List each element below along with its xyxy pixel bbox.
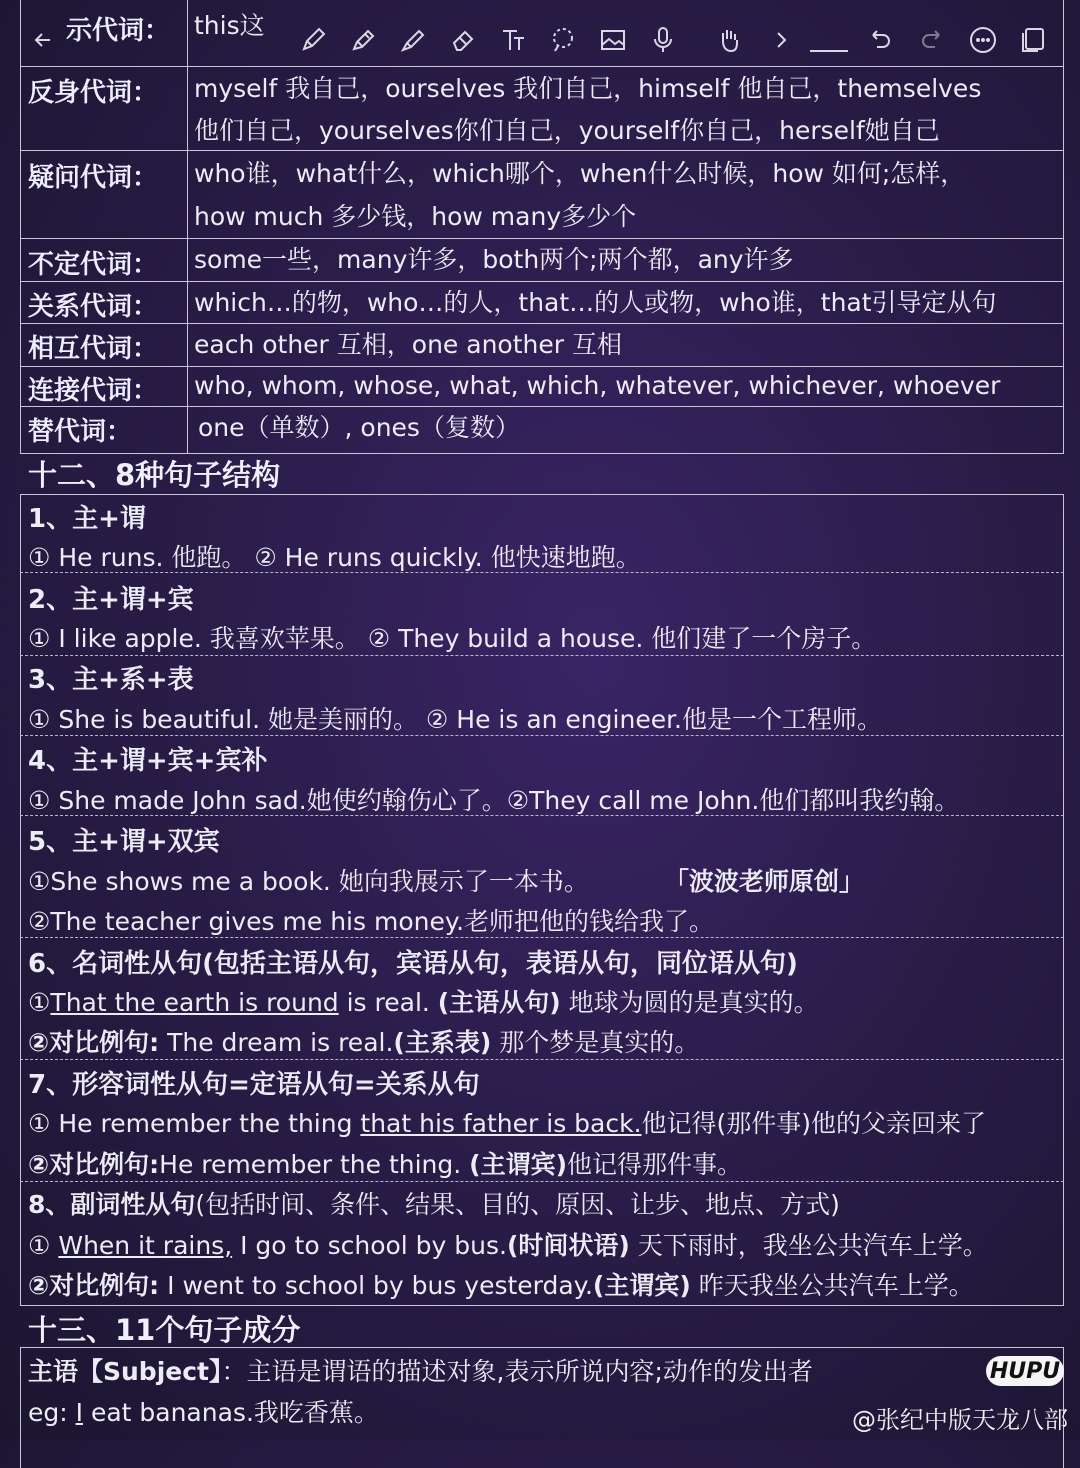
structure-example: ②对比例句: The dream is real.(主系表) 那个梦是真实的。 <box>28 1028 700 1057</box>
structure-example: ① He remember the thing that his father is back.他记得(那件事)他的父亲回来了 <box>28 1109 987 1138</box>
table-row-text: each other 互相，one another 互相 <box>194 330 622 359</box>
table-row-label: 相互代词： <box>28 334 159 364</box>
structure-heading: 5、主+谓+双宾 <box>28 827 220 857</box>
redo-icon[interactable] <box>914 20 952 60</box>
text-icon[interactable] <box>494 20 532 60</box>
underline-icon[interactable] <box>808 20 850 60</box>
structure-heading: 3、主+系+表 <box>28 665 194 695</box>
structure-heading: 2、主+谓+宾 <box>28 585 194 615</box>
undo-icon[interactable] <box>860 20 898 60</box>
table-row-label: 疑问代词： <box>28 163 159 193</box>
structure-example: ②The teacher gives me his money.老师把他的钱给我了。 <box>28 907 715 936</box>
structure-example: ① He runs. 他跑。 ② He runs quickly. 他快速地跑。 <box>28 543 641 572</box>
marker-icon[interactable] <box>344 20 382 60</box>
pen-icon[interactable] <box>294 20 332 60</box>
table-row-text: who谁，what什么，which哪个，when什么时候，how 如何;怎样， <box>194 159 966 188</box>
mic-icon[interactable] <box>644 20 682 60</box>
structure-example: ①She shows me a book. 她向我展示了一本书。 <box>28 867 589 896</box>
table-row-label: 反身代词： <box>28 78 159 108</box>
table-row-text: myself 我自己，ourselves 我们自己，himself 他自己，themselves <box>194 74 982 103</box>
table-row-text: some一些，many许多，both两个;两个都，any许多 <box>194 245 794 274</box>
watermark-credit: @张纪中版天龙八部 <box>852 1406 1068 1434</box>
author-tag: 「波波老师原创」 <box>664 867 865 896</box>
lasso-icon[interactable] <box>544 20 582 60</box>
table-row-label: 示代词： <box>66 16 171 46</box>
structure-heading: 1、主+谓 <box>28 504 146 534</box>
structure-example: ① I like apple. 我喜欢苹果。 ② They build a house. 他们建了一个房子。 <box>28 624 877 653</box>
structure-heading: 4、主+谓+宾+宾补 <box>28 746 268 776</box>
structure-example: ①That the earth is round is real. (主语从句) 地球为圆的是真实的。 <box>28 988 819 1017</box>
structure-example: ① She is beautiful. 她是美丽的。 ② He is an engineer.他是一个工程师。 <box>28 705 883 734</box>
table-row-label: 替代词： <box>28 417 133 447</box>
image-icon[interactable] <box>594 20 632 60</box>
pages-icon[interactable] <box>1014 20 1052 60</box>
structure-heading: 8、副词性从句(包括时间、条件、结果、目的、原因、让步、地点、方式) <box>28 1190 840 1219</box>
structure-example: ① When it rains, I go to school by bus.(时间状语) 天下雨时，我坐公共汽车上学。 <box>28 1231 988 1260</box>
structure-example: ②对比例句:He remember the thing. (主谓宾)他记得那件事。 <box>28 1150 743 1179</box>
table-row-text: who, whom, whose, what, which, whatever, whichever, whoever <box>194 371 1001 400</box>
back-icon[interactable] <box>24 20 62 60</box>
toolbar <box>0 0 1080 72</box>
table-row-text: 他们自己，yourselves你们自己，yourself你自己，herself她自己 <box>194 116 940 145</box>
structure-heading: 7、形容词性从句=定语从句=关系从句 <box>28 1070 480 1100</box>
hupu-logo: HUPU <box>986 1356 1064 1386</box>
section-title-12: 十二、8种句子结构 <box>28 458 281 492</box>
hand-icon[interactable] <box>710 20 748 60</box>
eraser-icon[interactable] <box>444 20 482 60</box>
table-row-text: one（单数）, ones（复数） <box>198 413 520 442</box>
section-title-13: 十三、11个句子成分 <box>28 1313 301 1347</box>
structure-heading: 6、名词性从句(包括主语从句，宾语从句，表语从句，同位语从句) <box>28 949 798 979</box>
highlighter-icon[interactable] <box>394 20 432 60</box>
structure-example: ① She made John sad.她使约翰伤心了。②They call me John.他们都叫我约翰。 <box>28 786 960 815</box>
table-row-text: how much 多少钱，how many多少个 <box>194 202 637 231</box>
table-row-text: which…的物，who…的人，that…的人或物，who谁，that引导定从句 <box>194 288 997 317</box>
subject-example: eg: I eat bananas.我吃香蕉。 <box>28 1398 379 1427</box>
chevron-right-icon[interactable] <box>762 20 800 60</box>
table-row-label: 连接代词： <box>28 376 159 406</box>
table-row-label: 关系代词： <box>28 292 159 322</box>
table-row-label: 不定代词： <box>28 250 159 280</box>
subject-definition: 主语【Subject】：主语是谓语的描述对象,表示所说内容;动作的发出者 <box>28 1357 813 1386</box>
structure-example: ②对比例句: I went to school by bus yesterday.(主谓宾) 昨天我坐公共汽车上学。 <box>28 1271 974 1300</box>
more-icon[interactable] <box>964 20 1002 60</box>
table-row-text: this这 <box>194 11 265 40</box>
